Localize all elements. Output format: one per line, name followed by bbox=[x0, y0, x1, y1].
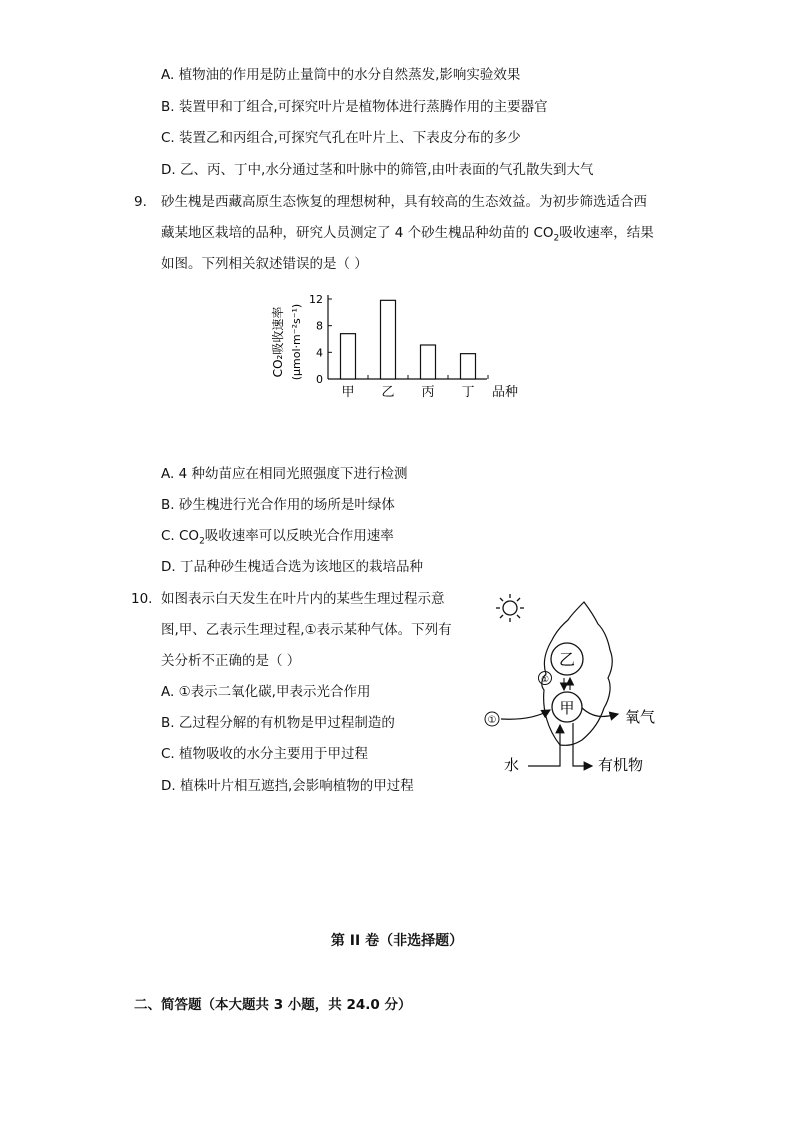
water-label: 水 bbox=[504, 756, 520, 774]
q8-option-c: C. 装置乙和丙组合,可探究气孔在叶片上、下表皮分布的多少 bbox=[161, 130, 521, 146]
x-axis-label: 品种 bbox=[492, 385, 519, 400]
sun-icon bbox=[496, 594, 524, 622]
q9-option-b: B. 砂生槐进行光合作用的场所是叶绿体 bbox=[161, 497, 395, 513]
q9-stem-line1: 砂生槐是西藏高原生态恢复的理想树种，具有较高的生态效益。为初步筛选适合西 bbox=[161, 194, 647, 210]
bar-丁 bbox=[461, 354, 476, 379]
q8-option-b: B. 装置甲和丁组合,可探究叶片是植物体进行蒸腾作用的主要器官 bbox=[161, 99, 548, 115]
q8-option-d: D. 乙、丙、丁中,水分通过茎和叶脉中的筛管,由叶表面的气孔散失到大气 bbox=[161, 162, 594, 178]
leaf-outline bbox=[542, 602, 612, 745]
q10-number: 10. bbox=[131, 591, 153, 607]
q10-option-c: C. 植物吸收的水分主要用于甲过程 bbox=[161, 746, 369, 762]
y-axis-unit: (μmol·m⁻²s⁻¹) bbox=[290, 303, 303, 381]
organic-label: 有机物 bbox=[598, 756, 644, 774]
y-tick-label: 0 bbox=[316, 373, 323, 386]
co2-uptake-bar-chart bbox=[262, 290, 537, 405]
q10-stem-line3: 关分析不正确的是（ ） bbox=[161, 653, 301, 669]
section2-heading: 二、简答题（本大题共 3 小题，共 24.0 分） bbox=[134, 997, 412, 1013]
q9-option-a: A. 4 种幼苗应在相同光照强度下进行检测 bbox=[161, 466, 408, 482]
q10-option-a: A. ①表示二氧化碳,甲表示光合作用 bbox=[161, 684, 371, 700]
q10-option-d: D. 植株叶片相互遮挡,会影响植物的甲过程 bbox=[161, 778, 414, 794]
gas-in-label: ① bbox=[487, 715, 497, 726]
x-tick-label: 丁 bbox=[461, 385, 475, 400]
yi-label: 乙 bbox=[558, 650, 576, 669]
bar-乙 bbox=[381, 300, 396, 379]
q10-option-b: B. 乙过程分解的有机物是甲过程制造的 bbox=[161, 715, 395, 731]
part2-title: 第 II 卷（非选择题） bbox=[330, 933, 464, 949]
y-tick-label: 8 bbox=[316, 319, 323, 333]
q10-stem-line1: 如图表示白天发生在叶片内的某些生理过程示意 bbox=[161, 591, 445, 607]
x-tick-label: 丙 bbox=[421, 385, 435, 400]
q9-stem-line3: 如图。下列相关叙述错误的是（ ） bbox=[161, 256, 368, 272]
y-axis-label: CO₂吸收速率 bbox=[271, 306, 285, 378]
x-tick-label: 甲 bbox=[341, 385, 355, 400]
q9-number: 9. bbox=[134, 194, 147, 210]
y-tick-label: 12 bbox=[309, 293, 323, 306]
oxygen-label: 氧气 bbox=[625, 708, 656, 726]
x-tick-label: 乙 bbox=[381, 385, 395, 400]
bar-甲 bbox=[341, 334, 356, 379]
q10-stem-line2: 图,甲、乙表示生理过程,①表示某种气体。下列有 bbox=[161, 622, 452, 638]
q9-stem-line2: 藏某地区栽培的品种，研究人员测定了 4 个砂生槐品种幼苗的 $CO_2$吸收速率，结果 bbox=[161, 225, 654, 244]
bar-丙 bbox=[421, 345, 436, 379]
q9-option-d: D. 丁品种砂生槐适合选为该地区的栽培品种 bbox=[161, 559, 423, 575]
q9-option-c: C. $CO_2$吸收速率可以反映光合作用速率 bbox=[161, 528, 394, 547]
leaf-process-diagram bbox=[478, 590, 678, 780]
jia-label: 甲 bbox=[559, 699, 575, 717]
q8-option-a: A. 植物油的作用是防止量筒中的水分自然蒸发,影响实验效果 bbox=[161, 67, 521, 83]
gas-inner-label: ① bbox=[540, 675, 550, 685]
y-tick-label: 4 bbox=[316, 346, 323, 360]
